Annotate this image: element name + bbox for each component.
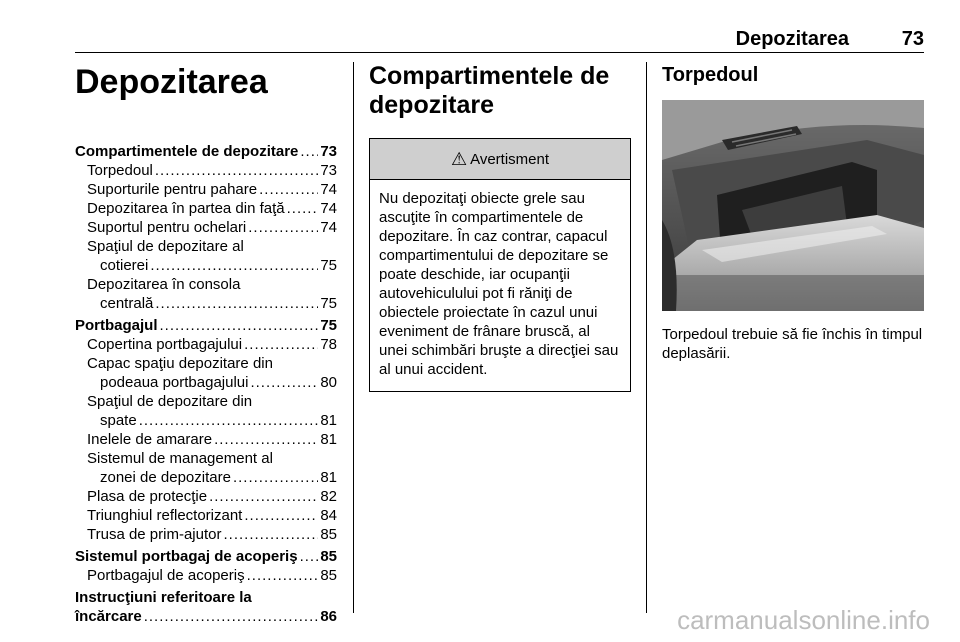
toc-item-text: cotierei [100,257,149,274]
leader-dots [224,525,319,544]
section-title-line-1: Compartimentele de [369,62,610,90]
toc-item[interactable] [75,256,337,275]
header-section-title: Depozitarea [735,28,849,50]
warning-box [369,138,631,392]
subsection-title: Torpedoul [662,64,759,86]
toc-page: 85 [320,526,337,543]
toc-item[interactable] [75,161,337,180]
toc-page: 86 [320,608,337,625]
toc-page: 80 [320,374,337,391]
toc-page: 74 [320,181,337,198]
glovebox-paragraph: Torpedoul trebuie să fie închis în timpul deplasării. [662,326,923,362]
toc-page: 75 [320,317,337,334]
toc-item-text: Trusa de prim-ajutor [87,526,222,543]
page-header [75,28,924,50]
warning-header [370,139,630,180]
toc-item-line[interactable]: Sistemul de management al [87,450,273,467]
leader-dots [244,335,318,354]
toc-item-text: Depozitarea în partea din faţă [87,200,285,217]
toc-heading[interactable] [75,547,337,566]
toc-item-text: Portbagajul de acoperiş [87,567,245,584]
column-divider-2 [646,62,647,613]
toc-heading-text: Portbagajul [75,317,158,334]
leader-dots [248,218,318,237]
toc-page: 82 [320,488,337,505]
leader-dots [144,607,319,626]
toc-heading-text: Sistemul portbagaj de acoperiş [75,548,298,565]
toc-page: 74 [320,200,337,217]
toc-item-line[interactable]: Spaţiul de depozitare din [87,393,253,410]
column-divider-1 [353,62,354,613]
toc-page: 73 [320,143,337,160]
toc-page: 85 [320,548,337,565]
section-title-line-2: depozitare [369,91,495,119]
leader-dots [233,468,318,487]
toc-item-line[interactable]: Capac spaţiu depozitare din [87,355,273,372]
leader-dots [155,161,318,180]
glovebox-column [662,62,924,363]
table-of-contents [75,142,337,626]
toc-item-text: Torpedoul [87,162,153,179]
toc-item[interactable] [75,506,337,525]
toc-item-text: centrală [100,295,154,312]
toc-item[interactable] [75,294,337,313]
leader-dots [214,430,318,449]
toc-item-text: Plasa de protecţie [87,488,208,505]
toc-item-line[interactable]: Depozitarea în consola [87,276,241,293]
leader-dots [139,411,319,430]
toc-page: 74 [320,219,337,236]
toc-column [75,62,337,626]
glovebox-photo [662,100,924,311]
toc-page: 85 [320,567,337,584]
toc-heading[interactable] [75,607,337,626]
toc-page: 81 [320,469,337,486]
leader-dots [300,547,319,566]
leader-dots [250,373,318,392]
toc-item-text: Triunghiul reflectorizant [87,507,243,524]
toc-item[interactable] [75,468,337,487]
warning-title: Avertisment [470,150,550,168]
toc-item-text: Inelele de amarare [87,431,213,448]
leader-dots [160,316,319,335]
toc-item[interactable] [75,430,337,449]
toc-heading-text: încărcare [75,608,142,625]
toc-item-text: Suportul pentru ochelari [87,219,247,236]
warning-text: Nu depozitaţi obiecte grele sau ascuţite în compartimentele de depozitare. În caz contrar, capacul compartimentului de depozitare se poate deschide, iar ocupanţii autovehiculului pot fi răniţi de obiectele proiectate în cazul unui eveniment de frânare bruscă, al unei schimbări bruşte a direcţiei sau al unui accident. [379,190,619,378]
toc-item[interactable] [75,411,337,430]
toc-item-text: zonei de depozitare [100,469,231,486]
toc-item[interactable] [75,199,337,218]
leader-dots [150,256,318,275]
toc-item[interactable] [75,180,337,199]
toc-heading[interactable] [75,142,337,161]
toc-page: 84 [320,507,337,524]
toc-item-text: podeaua portbagajului [100,374,249,391]
toc-item[interactable] [75,335,337,354]
toc-heading-line[interactable]: Instrucţiuni referitoare la [75,589,252,606]
chapter-title: Depozitarea [75,63,268,101]
toc-page: 75 [320,257,337,274]
toc-item[interactable] [75,218,337,237]
leader-dots [155,294,318,313]
leader-dots [209,487,318,506]
toc-item-line[interactable]: Spaţiul de depozitare al [87,238,244,255]
leader-dots [287,199,319,218]
header-rule [75,52,924,53]
toc-item[interactable] [75,525,337,544]
toc-page: 81 [320,431,337,448]
leader-dots [244,506,318,525]
toc-page: 73 [320,162,337,179]
leader-dots [247,566,319,585]
toc-page: 75 [320,295,337,312]
toc-item[interactable] [75,487,337,506]
toc-page: 78 [320,336,337,353]
leader-dots [300,142,318,161]
page-number: 73 [901,28,924,50]
leader-dots [259,180,318,199]
section-title [369,62,631,120]
warning-triangle-icon: ⚠ [450,148,468,169]
toc-item-text: Copertina portbagajului [87,336,243,353]
toc-page: 81 [320,412,337,429]
toc-item-text: Suporturile pentru pahare [87,181,258,198]
toc-heading[interactable] [75,316,337,335]
toc-item[interactable] [75,373,337,392]
toc-heading-text: Compartimentele de depozitare [75,143,299,160]
watermark: carmanualsonline.info [677,605,930,635]
storage-column [369,62,631,392]
toc-item[interactable] [75,566,337,585]
toc-item-text: spate [100,412,137,429]
